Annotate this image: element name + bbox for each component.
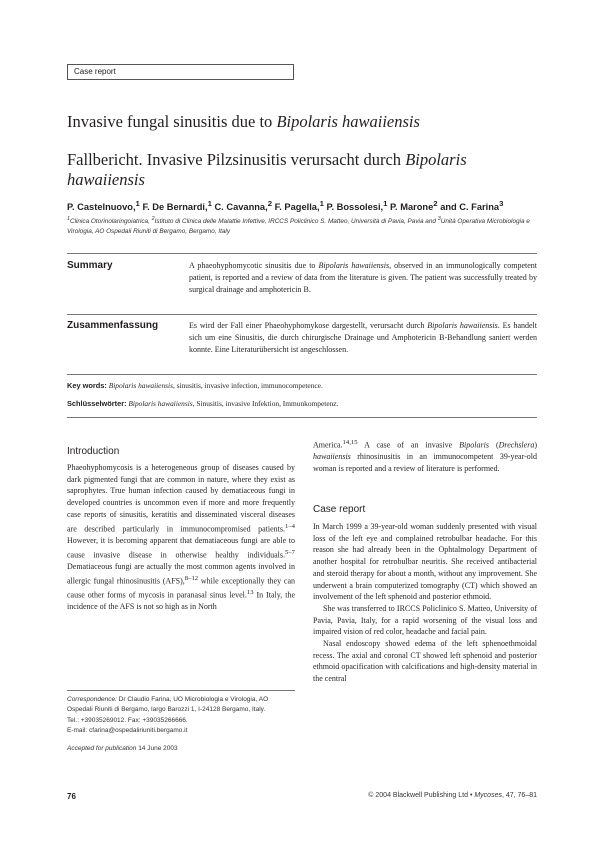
zusammenfassung-heading: Zusammenfassung xyxy=(67,320,159,331)
email: E-mail: cfarina@ospedaliriuniti.bergamo.it xyxy=(67,726,188,734)
author-list: P. Castelnuovo,$^1$ F. De Bernardi,$^1$ C. Cavanna,$^2$ F. Pagella,$^1$ P. Bossolesi,$^1$ P. Marone$^2$ and C. Farina$^3$ xyxy=(67,199,504,213)
article-category: Case report xyxy=(74,67,116,76)
case-report-body xyxy=(313,521,537,685)
summary-heading: Summary xyxy=(67,260,113,271)
keywords: Key words: Bipolaris hawaiiensis, sinusitis, invasive infection, immunocompetence. xyxy=(67,381,323,390)
author: P. Bossolesi, xyxy=(326,202,384,213)
introduction-continued: America.$^{14,15}$ A case of an invasive Bipolaris (Drechslera) hawaiiensis rhinosinusitis in an immunocompetent 39-year-old woman is reported and a review of literature is performed. xyxy=(313,439,537,474)
copyright-line: © 2004 Blackwell Publishing Ltd • Mycoses, 47, 76–81 xyxy=(368,792,537,799)
correspondence-note: Correspondence: Dr Claudio Farina, UO Microbiologia e Virologia, AO Ospedali Riuniti di Bergamo, largo Barozzi 1, I-24128 Bergamo, Italy. Tel.: +39035269012. Fax: +39035266666. E-mail: cfarina@ospedaliriuniti.bergamo.it xyxy=(67,696,269,734)
title-de-species: Bipolaris hawaiiensis xyxy=(67,150,467,189)
author: C. Cavanna, xyxy=(214,202,268,213)
footnote-divider xyxy=(67,690,295,691)
zusammenfassung-text: Es wird der Fall einer Phaeohyphomykose dargestellt, verursacht durch Bipolaris hawaiiensis. Es handelt sich um eine Sinusitis, die durch chirurgische Drainage und Amphotericin B-Behandlung saniert werden konnte. Eine Literaturübersicht ist angeschlossen. xyxy=(189,321,538,354)
introduction-body: Phaeohyphomycosis is a heterogeneous group of diseases caused by dark pigmented fungi that are common in nature, where they exist as saprophytes. True human infection caused by dematiaceous fungi in developed countries is uncommon even if more and more frequently case reports of sinusitis, keratitis and disseminated visceral diseases are described particularly in immunocompromised patients.$^{1-4}$ However, it is becoming apparent that dematiaceous fungi are able to cause invasive disease in otherwise healthy individuals.$^{5-7}$ Dematiaceous fungi are actually the most common agents involved in allergic fungal rhinosinusitis (AFS),$^{8-12}$ while exceptionally they can cause other forms of mycosis in paranasal sinus level.$^{13}$ In Italy, the incidence of the AFS is not so high as in North xyxy=(67,463,295,612)
paragraph: In March 1999 a 39-year-old woman suddenly presented with visual loss of the left eye and complained retrobulbar headache. For this reason she had already been in the Ophtalmology Department of another hospital for retrobulbar neuritis. She received antibacterial and steroid therapy for about a month, without any improvement. She underwent a brain computerized tomography (CT) which showed an involvement of the left sphenoid and posterior ethmoid. xyxy=(313,522,537,602)
article-category-box xyxy=(67,64,294,80)
article-title-german: Fallbericht. Invasive Pilzsinusitis verursacht durch Bipolaris hawaiiensis xyxy=(67,150,467,189)
introduction-heading: Introduction xyxy=(67,446,120,457)
author: P. Castelnuovo, xyxy=(67,202,136,213)
divider xyxy=(67,253,537,254)
affiliations: $^1$Clinica Otorinolaringoiatrica, $^2$Istituto di Clinica delle Malattie Infettive, IRCCS Policlinico S. Matteo, Università di Pavia, Pavia and $^3$Unità Operativa Microbiologia e Virologia, AO Ospedali Riuniti di Bergamo, Bergamo, Italy xyxy=(67,216,530,236)
schlusselworter: Schlüsselwörter: Bipolaris hawaiiensis, Sinusitis, invasive Infektion, Immunkompetenz. xyxy=(67,399,339,408)
accepted-note: Accepted for publication 14 June 2003 xyxy=(67,745,178,752)
author: P. Marone xyxy=(390,202,434,213)
summary-text: A phaeohyphomycotic sinusitis due to Bipolaris hawaiiensis, observed in an immunologically competent patient, is reported and a review of data from the literature is given. The patient was successfully treated by surgical drainage and amphotericin B. xyxy=(189,261,538,294)
paragraph: Nasal endoscopy showed edema of the left sphenoethmoidal recess. The axial and coronal CT showed left sphenoid and posterior ethmoid opacification with calcifications and high-density material in the central xyxy=(313,639,537,684)
divider xyxy=(67,374,537,375)
divider xyxy=(67,417,537,418)
author: and C. Farina xyxy=(440,202,500,213)
paragraph: She was transferred to IRCCS Policlinico S. Matteo, University of Pavia, Pavia, Italy, for a rapid worsening of the visual loss and impaired vision of red color, headache and facial pain. xyxy=(313,603,537,637)
page-number: 76 xyxy=(67,792,76,801)
case-report-heading: Case report xyxy=(313,504,366,515)
author: F. Pagella, xyxy=(274,202,320,213)
article-title: Invasive fungal sinusitis due to Bipolaris hawaiiensis xyxy=(67,112,420,131)
title-species: Bipolaris hawaiiensis xyxy=(276,112,420,131)
author: F. De Bernardi, xyxy=(142,202,208,213)
divider xyxy=(67,314,537,315)
